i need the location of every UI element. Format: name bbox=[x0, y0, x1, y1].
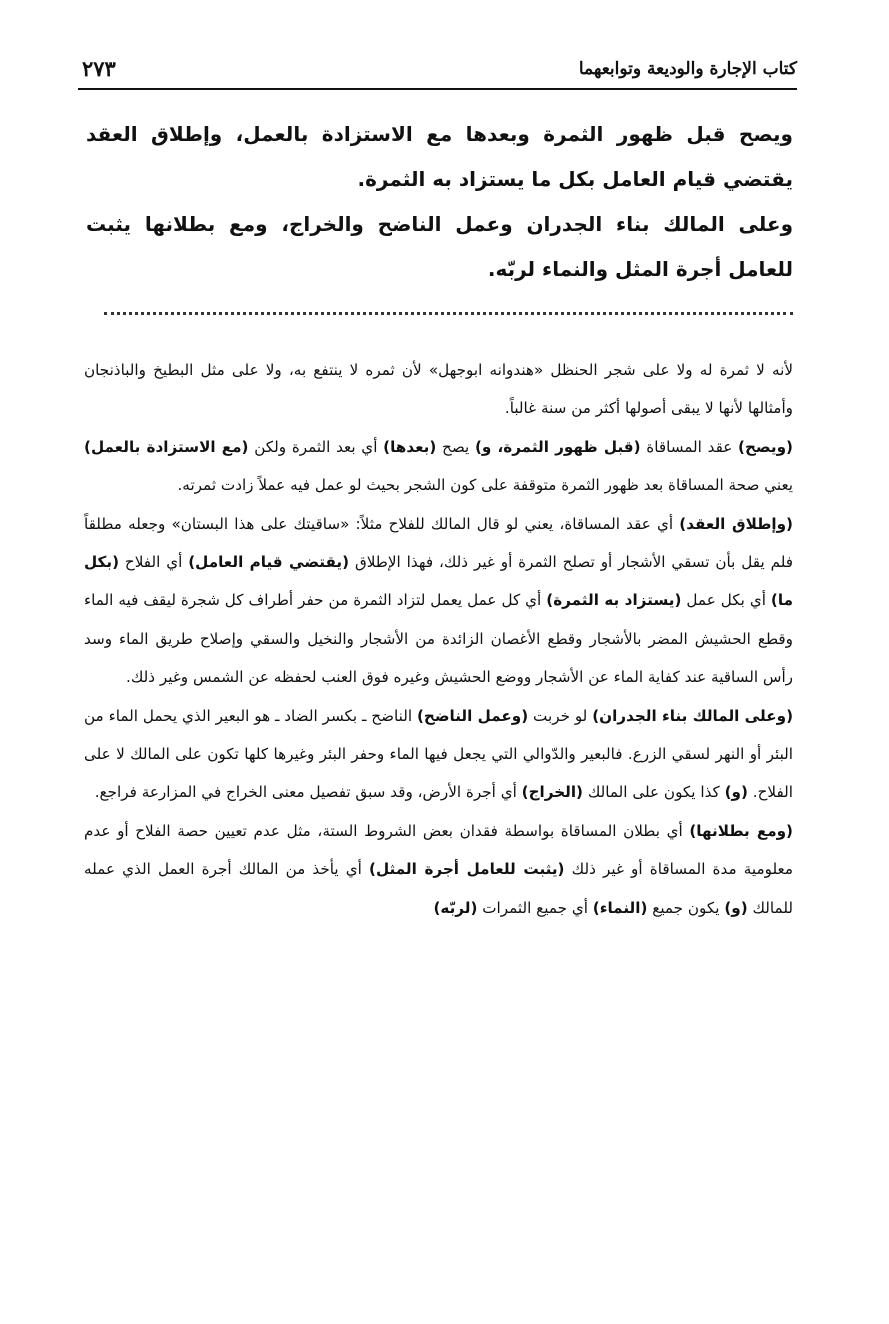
explanation: عقد المساقاة bbox=[640, 437, 739, 456]
page-number: ٢٧٣ bbox=[82, 56, 116, 81]
commentary-text bbox=[84, 351, 793, 927]
quoted-term: (بكل ما) bbox=[84, 553, 793, 610]
quoted-term: (و) bbox=[724, 898, 748, 917]
quoted-term: (لربّه) bbox=[433, 898, 478, 917]
quoted-term: (يثبت للعامل أجرة المثل) bbox=[369, 860, 565, 879]
quoted-term: (يقتضي قيام العامل) bbox=[188, 553, 350, 572]
explanation: أي أجرة الأرض، وقد سبق تفصيل معنى الخراج في المزارعة فراجع. bbox=[94, 783, 522, 802]
running-title: كتاب الإجارة والوديعة وتوابعهما bbox=[578, 59, 797, 79]
quoted-term: (مع الاستزادة بالعمل) bbox=[84, 437, 249, 456]
explanation: أي جميع الثمرات bbox=[477, 898, 593, 917]
commentary-paragraph bbox=[84, 428, 793, 505]
quoted-term: (وإطلاق العقد) bbox=[679, 514, 793, 533]
explanation: الناضح ـ بكسر الضاد ـ هو البعير الذي يحمل الماء من البئر أو النهر لسقي الزرع. فالبعير والدّوالي التي يجعل فيها الماء وحفر البئر وغيرها كلها تكون على المالك لا على الفلاح. bbox=[84, 706, 793, 802]
quoted-term: (يستزاد به الثمرة) bbox=[546, 591, 682, 610]
main-paragraph: ويصح قبل ظهور الثمرة وبعدها مع الاستزادة بالعمل، وإطلاق العقد يقتضي قيام العامل بكل ما يستزاد به الثمرة. bbox=[86, 122, 793, 191]
explanation: أي الفلاح bbox=[119, 553, 189, 572]
commentary-paragraph bbox=[84, 505, 793, 697]
quoted-term: (الخراج) bbox=[521, 783, 583, 802]
quoted-term: (بعدها) bbox=[383, 437, 437, 456]
quoted-term: (و) bbox=[724, 783, 748, 802]
explanation: يعني صحة المساقاة بعد ظهور الثمرة متوقفة على كون الشجر بحيث لو عمل فيه عملاً زادت ثمرته. bbox=[177, 476, 793, 495]
explanation: كذا يكون على المالك bbox=[583, 783, 725, 802]
explanation: أي يأخذ من المالك أجرة العمل الذي عمله للمالك bbox=[84, 860, 793, 917]
explanation: أي كل عمل يعمل لتزاد الثمرة من حفر أطراف كل شجرة ليقف فيه الماء وقطع الحشيش المضر بالأشجار وقطع الأغصان الزائدة من الأشجار والنخيل والسقي وإصلاح طريق الماء وسد رأس الساقية عند كفاية الماء عن الأشجار ووضع الحشيش وغيره فوق العنب لحفظه عن الشمس وغير ذلك. bbox=[84, 591, 793, 687]
commentary-paragraph: لأنه لا ثمرة له ولا على شجر الحنظل «هندوانه ابوجهل» لأن ثمره لا ينتفع به، ولا على مثل البطيخ والباذنجان وأمثالها لأنها لا يبقى أصولها أكثر من سنة غالباً. bbox=[84, 361, 793, 418]
quoted-term: (ويصح) bbox=[738, 437, 793, 456]
quoted-term: (النماء) bbox=[592, 898, 648, 917]
explanation: يكون جميع bbox=[647, 898, 725, 917]
explanation: أي عقد المساقاة، يعني لو قال المالك للفلاح مثلاً: «ساقيتك على هذا البستان» وجعله مطلقاً فلم يقل بأن تسقي الأشجار أو تصلح الثمرة أو غير ذلك، فهذا الإطلاق bbox=[84, 514, 793, 572]
quoted-term: (قبل ظهور الثمرة، و) bbox=[474, 437, 641, 456]
main-paragraph: وعلى المالك بناء الجدران وعمل الناضح والخراج، ومع بطلانها يثبت للعامل أجرة المثل والنماء لربّه. bbox=[86, 212, 793, 281]
page-header bbox=[78, 50, 797, 90]
commentary-paragraph bbox=[84, 697, 793, 812]
commentary-paragraph bbox=[84, 812, 793, 927]
dotted-separator bbox=[104, 312, 793, 331]
explanation: أي بكل عمل bbox=[681, 591, 771, 610]
explanation: لو خربت bbox=[528, 706, 593, 725]
main-text bbox=[86, 112, 793, 292]
explanation: أي بطلان المساقاة بواسطة فقدان بعض الشروط الستة، مثل عدم تعيين حصة الفلاح أو عدم معلومية مدة المساقاة أو غير ذلك bbox=[84, 821, 793, 879]
quoted-term: (وعلى المالك بناء الجدران) bbox=[592, 706, 794, 725]
quoted-term: (ومع بطلانها) bbox=[689, 821, 793, 840]
quoted-term: (وعمل الناضح) bbox=[416, 706, 529, 725]
explanation: يصح bbox=[436, 437, 475, 456]
explanation: أي بعد الثمرة ولكن bbox=[248, 437, 384, 456]
